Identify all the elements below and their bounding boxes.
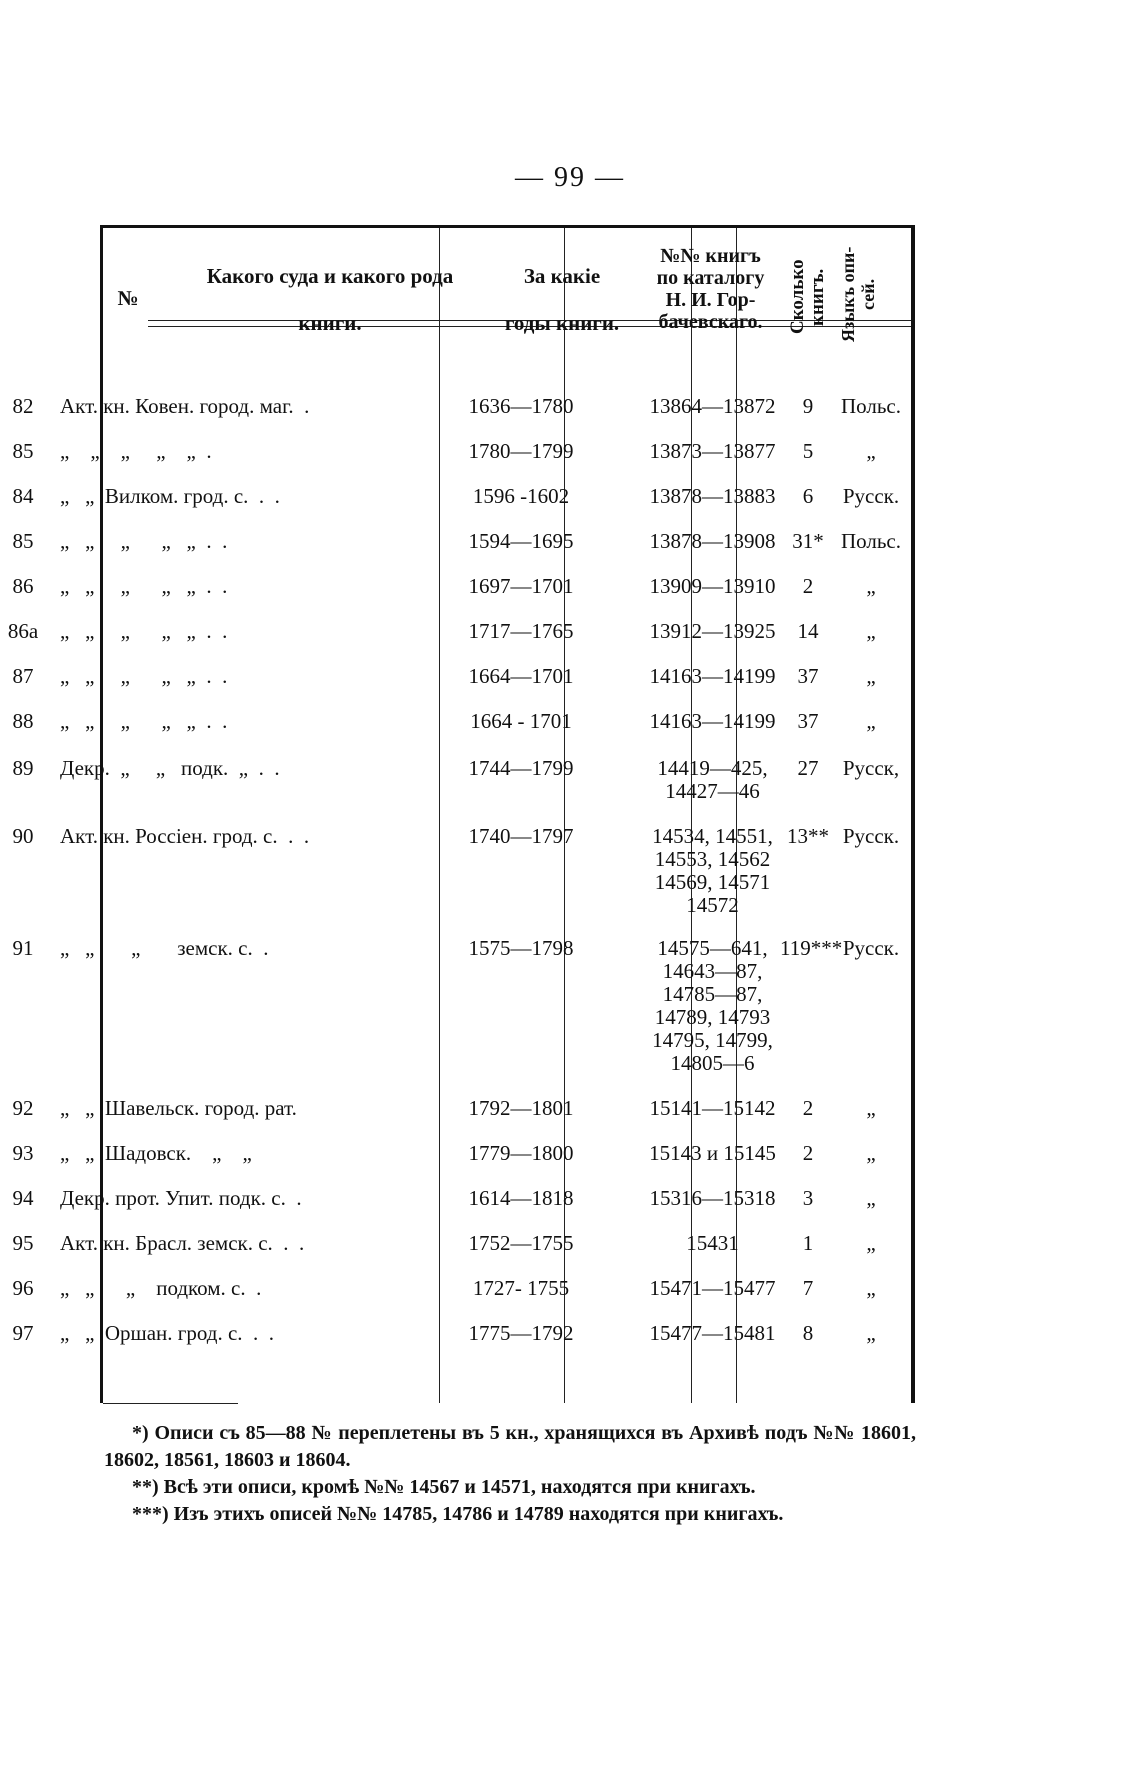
row-description: „ „ Шадовск. „ „ bbox=[60, 1141, 252, 1165]
row-count: 6 bbox=[802, 484, 814, 508]
row-number: 90 bbox=[12, 824, 34, 848]
row-number: 87 bbox=[12, 664, 34, 688]
row-number: 84 bbox=[12, 484, 34, 508]
row-description: Акт. кн. Россіен. грод. с. . . bbox=[60, 824, 310, 848]
row-number: 96 bbox=[12, 1276, 34, 1300]
row-years: 1775—1792 bbox=[468, 1321, 574, 1345]
row-description: „ „ Оршан. грод. с. . . bbox=[60, 1321, 275, 1345]
row-number: 92 bbox=[12, 1096, 34, 1120]
row-count: 2 bbox=[802, 1141, 814, 1165]
row-years: 1752—1755 bbox=[468, 1231, 574, 1255]
row-years: 1636—1780 bbox=[468, 394, 574, 418]
row-language: „ bbox=[866, 1096, 876, 1120]
row-years: 1596 -1602 bbox=[472, 484, 570, 508]
row-description: Декр. прот. Упит. подк. с. . bbox=[60, 1186, 302, 1210]
footnote bbox=[104, 1501, 916, 1528]
footnote-text: ***) Изъ этихъ описей №№ 14785, 14786 и 14789 находятся при книгахъ. bbox=[132, 1503, 784, 1525]
header-desc-line1: Какого суда и какого рода bbox=[206, 264, 454, 288]
row-count: 2 bbox=[802, 574, 814, 598]
header-years-line2: годы книги. bbox=[504, 311, 620, 335]
row-count: 27 bbox=[797, 756, 819, 780]
row-description: „ „ Вилком. грод. с. . . bbox=[60, 484, 280, 508]
row-description: „ „ Шавельск. город. рат. bbox=[60, 1096, 297, 1120]
footnote-text: *) Описи съ 85—88 № переплетены въ 5 кн., хранящихся въ Архивѣ подъ №№ 18601, 18602, 18561, 18603 и 18604. bbox=[104, 1422, 916, 1471]
row-years: 1780—1799 bbox=[468, 439, 574, 463]
page-number: — 99 — bbox=[515, 162, 625, 193]
row-language: „ bbox=[866, 574, 876, 598]
row-catalog: 13909—13910 bbox=[649, 574, 776, 598]
row-language: „ bbox=[866, 619, 876, 643]
header-desc-line2: книги. bbox=[298, 311, 362, 335]
row-description: Акт. кн. Ковен. город. маг. . bbox=[60, 394, 310, 418]
row-count: 2 bbox=[802, 1096, 814, 1120]
row-language: Русск. bbox=[842, 484, 900, 508]
row-number: 88 bbox=[12, 709, 34, 733]
row-language: „ bbox=[866, 1231, 876, 1255]
footnote-text: **) Всѣ эти описи, кромѣ №№ 14567 и 14571, находятся при книгахъ. bbox=[132, 1476, 756, 1498]
row-description: „ „ „ подком. с. . bbox=[60, 1276, 262, 1300]
footnotes bbox=[104, 1420, 916, 1528]
row-language: „ bbox=[866, 664, 876, 688]
row-years: 1779—1800 bbox=[468, 1141, 574, 1165]
row-number: 85 bbox=[12, 439, 34, 463]
row-number: 93 bbox=[12, 1141, 34, 1165]
row-catalog: 15141—15142 bbox=[649, 1096, 776, 1120]
row-years: 1614—1818 bbox=[468, 1186, 574, 1210]
row-description: „ „ „ земск. с. . bbox=[60, 936, 269, 960]
row-count: 1 bbox=[802, 1231, 814, 1255]
row-years: 1697—1701 bbox=[468, 574, 574, 598]
row-years: 1575—1798 bbox=[468, 936, 574, 960]
row-catalog: 15471—15477 bbox=[649, 1276, 776, 1300]
row-language: „ bbox=[866, 1276, 876, 1300]
row-count: 14 bbox=[797, 619, 819, 643]
row-language: „ bbox=[866, 709, 876, 733]
row-years: 1664—1701 bbox=[468, 664, 574, 688]
row-number: 82 bbox=[12, 394, 34, 418]
row-language: „ bbox=[866, 1141, 876, 1165]
row-description: „ „ „ „ „ . bbox=[60, 439, 212, 463]
row-number: 95 bbox=[12, 1231, 34, 1255]
row-language: Польс. bbox=[840, 394, 902, 418]
row-language: Русск. bbox=[842, 936, 900, 960]
row-number: 86 bbox=[12, 574, 34, 598]
row-years: 1664 - 1701 bbox=[470, 709, 572, 733]
row-count: 7 bbox=[802, 1276, 814, 1300]
row-count: 37 bbox=[797, 664, 819, 688]
row-years: 1744—1799 bbox=[468, 756, 574, 780]
row-count: 119*** bbox=[780, 936, 843, 960]
row-catalog: 14163—14199 bbox=[649, 664, 776, 688]
header-catalog: №№ книгъ по каталогу Н. И. Гор- бачевскаго. bbox=[656, 245, 765, 333]
row-years: 1594—1695 bbox=[468, 529, 574, 553]
header-count: Сколько книгъ. bbox=[787, 259, 828, 335]
row-description: „ „ „ „ „ . . bbox=[60, 619, 228, 643]
row-number: 85 bbox=[12, 529, 34, 553]
row-count: 8 bbox=[802, 1321, 814, 1345]
row-catalog: 13873—13877 bbox=[649, 439, 776, 463]
row-count: 9 bbox=[802, 394, 814, 418]
row-description: „ „ „ „ „ . . bbox=[60, 574, 228, 598]
row-catalog: 15143 и 15145 bbox=[649, 1141, 776, 1165]
row-years: 1727- 1755 bbox=[472, 1276, 570, 1300]
row-catalog: 15477—15481 bbox=[649, 1321, 776, 1345]
row-catalog: 13878—13908 bbox=[649, 529, 776, 553]
row-catalog: 15431 bbox=[686, 1231, 739, 1255]
row-language: „ bbox=[866, 1321, 876, 1345]
footnote-rule bbox=[103, 1403, 238, 1404]
row-catalog: 13878—13883 bbox=[649, 484, 776, 508]
row-description: Акт. кн. Брасл. земск. с. . . bbox=[60, 1231, 305, 1255]
row-catalog: 13912—13925 bbox=[649, 619, 776, 643]
row-years: 1717—1765 bbox=[468, 619, 574, 643]
row-count: 31* bbox=[792, 529, 824, 553]
row-language: „ bbox=[866, 1186, 876, 1210]
row-count: 37 bbox=[797, 709, 819, 733]
row-number: 86a bbox=[7, 619, 39, 643]
row-count: 5 bbox=[802, 439, 814, 463]
row-language: Польс. bbox=[840, 529, 902, 553]
row-count: 3 bbox=[802, 1186, 814, 1210]
header-lang: Языкъ опи-сей. bbox=[838, 246, 878, 343]
row-catalog: 14534, 14551, 14553, 14562 14569, 14571 14572 bbox=[652, 824, 773, 917]
row-years: 1792—1801 bbox=[468, 1096, 574, 1120]
footnote bbox=[104, 1474, 916, 1501]
row-language: „ bbox=[866, 439, 876, 463]
row-catalog: 14163—14199 bbox=[649, 709, 776, 733]
row-description: „ „ „ „ „ . . bbox=[60, 709, 228, 733]
row-description: „ „ „ „ „ . . bbox=[60, 529, 228, 553]
row-description: „ „ „ „ „ . . bbox=[60, 664, 228, 688]
row-count: 13** bbox=[787, 824, 829, 848]
row-description: Декр. „ „ подк. „ . . bbox=[60, 756, 280, 780]
row-years: 1740—1797 bbox=[468, 824, 574, 848]
header-years-line1: За какіе bbox=[523, 264, 601, 288]
row-number: 89 bbox=[12, 756, 34, 780]
row-catalog: 15316—15318 bbox=[649, 1186, 776, 1210]
header-num: № bbox=[117, 286, 139, 310]
row-catalog: 13864—13872 bbox=[649, 394, 776, 418]
footnote bbox=[104, 1420, 916, 1474]
row-number: 91 bbox=[12, 936, 34, 960]
row-language: Русск, bbox=[842, 756, 900, 780]
row-language: Русск. bbox=[842, 824, 900, 848]
row-number: 94 bbox=[12, 1186, 34, 1210]
row-number: 97 bbox=[12, 1321, 34, 1345]
row-catalog: 14419—425, 14427—46 bbox=[657, 756, 768, 803]
row-catalog: 14575—641, 14643—87, 14785—87, 14789, 14793 14795, 14799, 14805—6 bbox=[652, 936, 773, 1075]
